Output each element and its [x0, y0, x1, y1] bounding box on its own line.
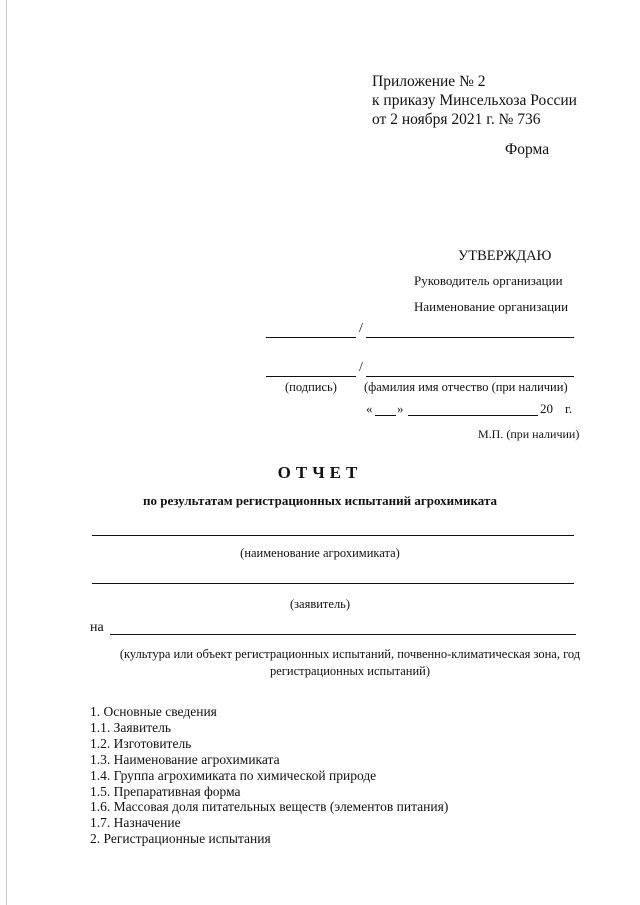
on-label: на — [90, 620, 104, 635]
list-item: 1.1. Заявитель — [90, 719, 171, 735]
list-item: 1.5. Препаративная форма — [90, 783, 241, 799]
date-suffix: г. — [565, 401, 573, 416]
date-quote-close: » — [397, 401, 404, 416]
signature-caption: (подпись) — [285, 380, 337, 394]
list-item: 1.2. Изготовитель — [90, 735, 192, 751]
culture-caption-line1: (культура или объект регистрационных испытаний, почвенно-климатическая зона, год — [119, 647, 581, 661]
culture-line — [110, 634, 576, 635]
slash-separator: / — [359, 321, 363, 336]
appendix-order-ref: к приказу Минсельхоза России — [372, 92, 577, 109]
full-name-line — [366, 376, 574, 377]
approval-title: УТВЕРЖДАЮ — [458, 248, 552, 264]
date-quote-open: « — [366, 401, 373, 416]
stamp-label: М.П. (при наличии) — [478, 427, 580, 441]
list-item: 1.3. Наименование агрохимиката — [90, 751, 280, 767]
agrochemical-name-caption: (наименование агрохимиката) — [240, 546, 400, 560]
slash-separator: / — [359, 360, 363, 375]
report-subtitle: по результатам регистрационных испытаний агрохимиката — [142, 493, 497, 508]
sections-list — [90, 704, 448, 847]
form-label: Форма — [505, 141, 550, 158]
applicant-caption: (заявитель) — [289, 597, 351, 611]
culture-caption-line2: регистрационных испытаний) — [269, 664, 431, 678]
culture-caption — [100, 646, 600, 680]
appendix-number: Приложение № 2 — [372, 73, 486, 90]
approval-org-name: Наименование организации — [414, 299, 569, 314]
org-name-line — [366, 337, 574, 338]
list-item: 1. Основные сведения — [90, 704, 217, 719]
signature-line — [266, 337, 356, 338]
date-day-line — [375, 415, 396, 416]
applicant-line — [92, 583, 574, 584]
page-edge — [6, 0, 7, 905]
signature-line — [266, 376, 356, 377]
full-name-caption: (фамилия имя отчество (при наличии) — [364, 380, 568, 394]
approval-head: Руководитель организации — [414, 273, 563, 288]
appendix-header — [372, 72, 577, 129]
list-item: 1.7. Назначение — [90, 815, 181, 831]
list-item: 2. Регистрационные испытания — [90, 831, 271, 847]
agrochemical-name-line — [92, 535, 574, 536]
date-year: 20 — [540, 401, 553, 416]
date-month-line — [408, 415, 538, 416]
list-item: 1.6. Массовая доля питательных веществ (элементов питания) — [90, 799, 449, 815]
list-item: 1.4. Группа агрохимиката по химической природе — [90, 767, 377, 783]
report-title: ОТЧЕТ — [277, 463, 363, 482]
appendix-order-date: от 2 ноября 2021 г. № 736 — [372, 111, 541, 128]
